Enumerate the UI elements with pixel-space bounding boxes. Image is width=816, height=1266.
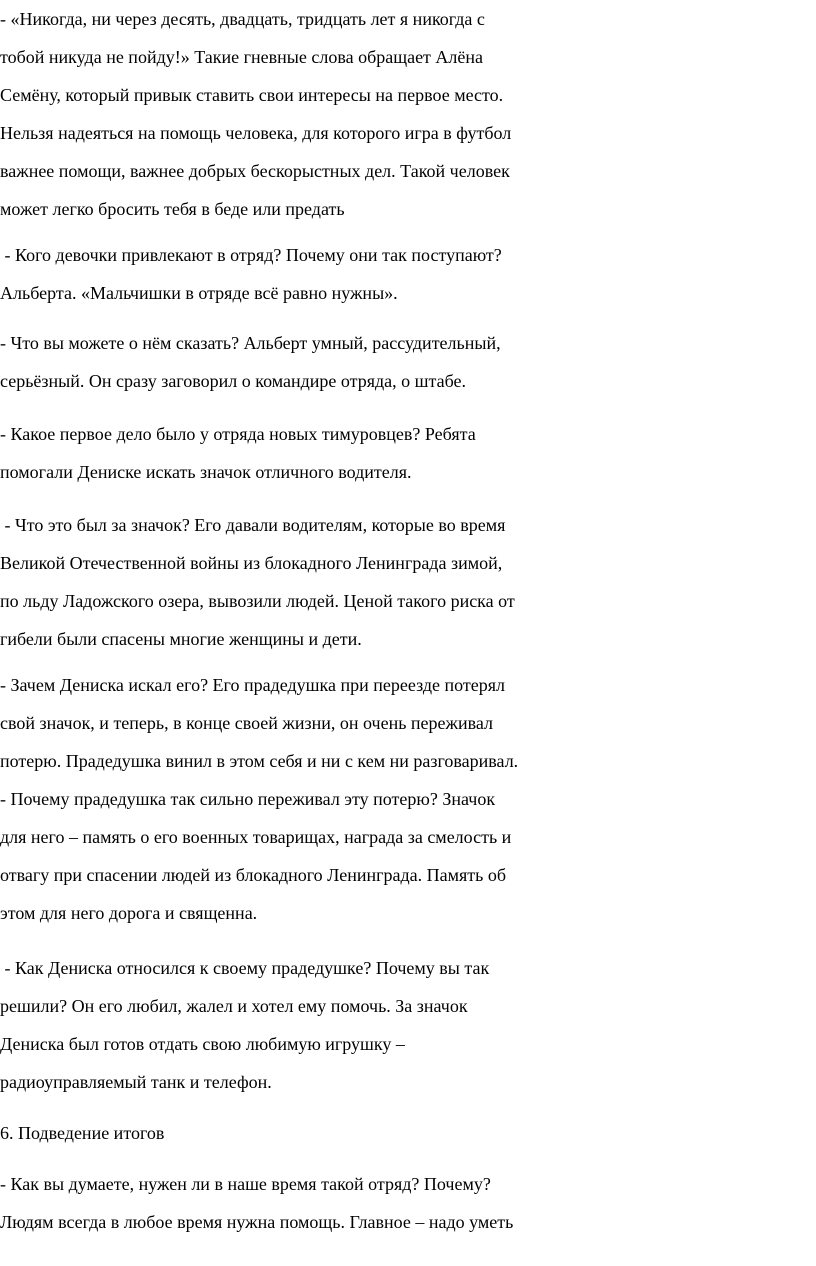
paragraph-about-albert xyxy=(0,324,816,400)
text-line: Нельзя надеяться на помощь человека, для которого игра в футбол xyxy=(0,123,512,143)
text-line: - «Никогда, ни через десять, двадцать, тридцать лет я никогда с xyxy=(0,9,485,29)
text-line: потерю. Прадедушка винил в этом себя и ни с кем ни разговаривал. xyxy=(0,751,519,771)
text-line: тобой никуда не пойду!» Такие гневные слова обращает Алёна xyxy=(0,47,484,67)
paragraph-first-task xyxy=(0,415,816,491)
text-line: по льду Ладожского озера, вывозили людей. Ценой такого риска от xyxy=(0,591,515,611)
paragraph-girls-recruit xyxy=(0,236,816,312)
text-line: Дениска был готов отдать свою любимую игрушку – xyxy=(0,1034,405,1054)
text-line: помогали Дениске искать значок отличного водителя. xyxy=(0,462,412,482)
text-line: этом для него дорога и священна. xyxy=(0,903,258,923)
text-line: для него – память о его военных товарищах, награда за смелость и xyxy=(0,827,512,847)
text-line: важнее помощи, важнее добрых бескорыстных дел. Такой человек xyxy=(0,161,510,181)
paragraph-badge-meaning xyxy=(0,506,816,658)
text-line: гибели были спасены многие женщины и дети. xyxy=(0,629,362,649)
text-line: - Кого девочки привлекают в отряд? Почему они так поступают? xyxy=(0,245,502,265)
text-line: может легко бросить тебя в беде или предать xyxy=(0,199,345,219)
paragraph-conclusion xyxy=(0,1165,816,1241)
text-line: Людям всегда в любое время нужна помощь. Главное – надо уметь xyxy=(0,1212,514,1232)
text-line: - Почему прадедушка так сильно переживал эту потерю? Значок xyxy=(0,789,496,809)
paragraph-alyona-semyon xyxy=(0,0,816,228)
section-heading: 6. Подведение итогов xyxy=(0,1123,165,1143)
text-line: решили? Он его любил, жалел и хотел ему помочь. За значок xyxy=(0,996,468,1016)
section-heading-summary xyxy=(0,1114,816,1152)
text-line: свой значок, и теперь, в конце своей жизни, он очень переживал xyxy=(0,713,493,733)
text-line: - Как Дениска относился к своему прадедушке? Почему вы так xyxy=(0,958,490,978)
text-line: Семёну, который привык ставить свои интересы на первое место. xyxy=(0,85,504,105)
paragraph-great-grandfather xyxy=(0,666,816,932)
text-line: - Зачем Дениска искал его? Его прадедушка при переезде потерял xyxy=(0,675,506,695)
text-line: отвагу при спасении людей из блокадного Ленинграда. Память об xyxy=(0,865,507,885)
text-line: серьёзный. Он сразу заговорил о командире отряда, о штабе. xyxy=(0,371,467,391)
text-line: Великой Отечественной войны из блокадного Ленинграда зимой, xyxy=(0,553,503,573)
text-line: - Что это был за значок? Его давали водителям, которые во время xyxy=(0,515,506,535)
text-line: радиоуправляемый танк и телефон. xyxy=(0,1072,272,1092)
text-line: - Как вы думаете, нужен ли в наше время такой отряд? Почему? xyxy=(0,1174,491,1194)
text-line: - Какое первое дело было у отряда новых тимуровцев? Ребята xyxy=(0,424,476,444)
paragraph-deniska-attitude xyxy=(0,949,816,1101)
text-line: Альберта. «Мальчишки в отряде всё равно нужны». xyxy=(0,283,398,303)
text-line: - Что вы можете о нём сказать? Альберт умный, рассудительный, xyxy=(0,333,501,353)
